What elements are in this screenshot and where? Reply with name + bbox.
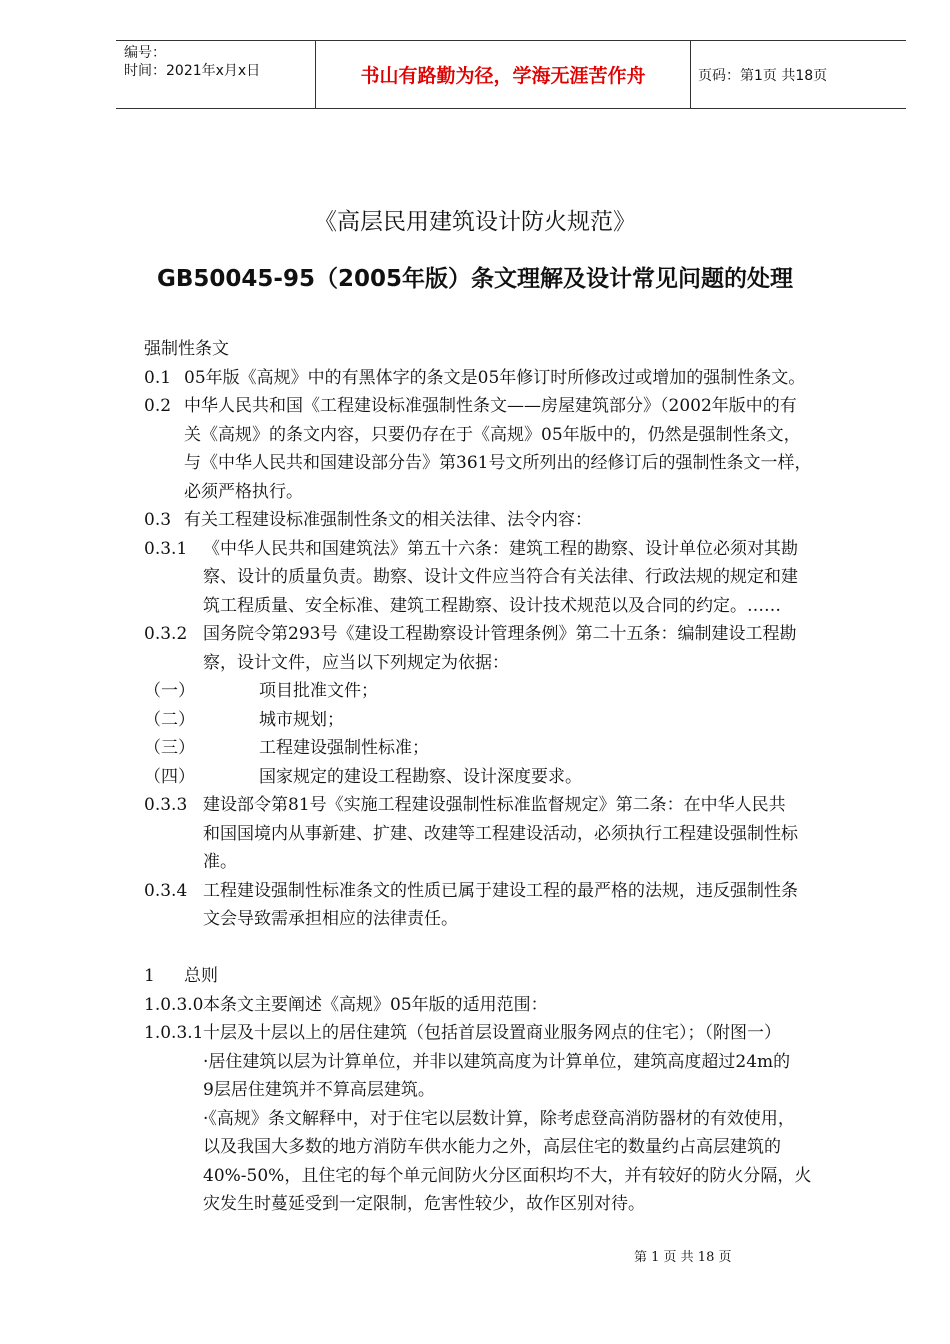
clause bbox=[0, 506, 950, 535]
clause-text: 与《中华人民共和国建设部分告》第361号文所列出的经修订后的强制性条文一样， bbox=[184, 453, 812, 473]
header-motto: 书山有路勤为径，学海无涯苦作舟 bbox=[316, 41, 691, 108]
clause bbox=[0, 620, 950, 649]
document-time-label: 时间：2021年x月x日 bbox=[124, 63, 261, 79]
clause-text: 察，设计文件，应当以下列规定为依据： bbox=[203, 652, 509, 673]
clause-text: 9层居住建筑并不算高层建筑。 bbox=[203, 1080, 435, 1100]
section-heading: 强制性条文 bbox=[144, 339, 229, 359]
list-item-text: 项目批准文件； bbox=[259, 681, 378, 701]
clause-number: 0.3.4 bbox=[144, 880, 188, 901]
clause-text: ·《高规》条文解释中，对于住宅以层数计算，除考虑登高消防器材的有效使用， bbox=[203, 1108, 795, 1129]
chapter-title: 总则 bbox=[184, 966, 218, 986]
clause bbox=[0, 791, 950, 820]
clause-text: 《中华人民共和国建筑法》第五十六条：建筑工程的勘察、设计单位必须对其勘 bbox=[203, 538, 798, 559]
clause-text: 05年版《高规》中的有黑体字的条文是05年修订时所修改过或增加的强制性条文。 bbox=[184, 367, 806, 388]
clause-text: 以及我国大多数的地方消防车供水能力之外，高层住宅的数量约占高层建筑的 bbox=[203, 1137, 781, 1157]
clause bbox=[0, 1019, 950, 1048]
clause-text: 和国国境内从事新建、扩建、改建等工程建设活动，必须执行工程建设强制性标 bbox=[203, 823, 798, 844]
clause-text: 关《高规》的条文内容，只要仍存在于《高规》05年版中的，仍然是强制性条文， bbox=[184, 424, 801, 445]
list-item bbox=[0, 734, 950, 763]
document-title: 《高层民用建筑设计防火规范》 bbox=[314, 209, 636, 235]
clause bbox=[0, 392, 950, 421]
list-item bbox=[0, 706, 950, 735]
clause-text: 本条文主要阐述《高规》05年版的适用范围： bbox=[203, 994, 548, 1015]
page-footer: 第 1 页 共 18 页 bbox=[634, 1250, 732, 1265]
list-item bbox=[0, 763, 950, 792]
clause-text: 准。 bbox=[203, 852, 237, 872]
page-header bbox=[116, 40, 906, 109]
list-item-number: （一） bbox=[144, 681, 195, 701]
clause-number: 1.0.3.0 bbox=[144, 994, 204, 1015]
header-page-number: 页码：第1页 共18页 bbox=[698, 67, 828, 84]
clause-text: 工程建设强制性标准条文的性质已属于建设工程的最严格的法规，违反强制性条 bbox=[203, 880, 798, 901]
clause bbox=[0, 364, 950, 393]
document-subtitle: GB50045-95（2005年版）条文理解及设计常见问题的处理 bbox=[157, 266, 793, 292]
clause-text: 国务院令第293号《建设工程勘察设计管理条例》第二十五条：编制建设工程勘 bbox=[203, 624, 797, 644]
clause-number: 0.3.1 bbox=[144, 538, 188, 559]
list-item-number: （二） bbox=[144, 709, 195, 730]
clause-text: 文会导致需承担相应的法律责任。 bbox=[203, 909, 458, 929]
document-body bbox=[0, 335, 950, 1219]
clause-number: 0.1 bbox=[144, 367, 172, 388]
list-item-number: （四） bbox=[144, 766, 195, 787]
clause-text: ·居住建筑以层为计算单位，并非以建筑高度为计算单位，建筑高度超过24m的 bbox=[203, 1051, 791, 1072]
clause-text: 十层及十层以上的居住建筑（包括首层设置商业服务网点的住宅）；（附图一） bbox=[203, 1023, 781, 1043]
clause-number: 0.2 bbox=[144, 396, 172, 416]
clause-text: 40%-50%，且住宅的每个单元间防火分区面积均不大，并有较好的防火分隔，火 bbox=[203, 1165, 812, 1186]
clause-text: 灾发生时蔓延受到一定限制，危害性较少，故作区别对待。 bbox=[203, 1194, 645, 1214]
list-item-text: 城市规划； bbox=[259, 709, 344, 730]
clause bbox=[0, 991, 950, 1020]
clause-text: 必须严格执行。 bbox=[184, 481, 303, 502]
list-item-text: 工程建设强制性标准； bbox=[259, 738, 429, 758]
clause-number: 1.0.3.1 bbox=[144, 1023, 204, 1043]
chapter-number: 1 bbox=[144, 966, 155, 986]
header-meta bbox=[116, 41, 316, 108]
clause-number: 0.3 bbox=[144, 510, 172, 530]
list-item bbox=[0, 677, 950, 706]
list-item-number: （三） bbox=[144, 738, 195, 758]
clause-text: 建设部令第81号《实施工程建设强制性标准监督规定》第二条：在中华人民共 bbox=[203, 795, 786, 815]
clause bbox=[0, 877, 950, 906]
clause-text: 筑工程质量、安全标准、建筑工程勘察、设计技术规范以及合同的约定。…… bbox=[203, 595, 781, 616]
clause-text: 有关工程建设标准强制性条文的相关法律、法令内容： bbox=[184, 510, 592, 530]
clause-text: 中华人民共和国《工程建设标准强制性条文——房屋建筑部分》（2002年版中的有 bbox=[184, 396, 797, 416]
clause-text: 察、设计的质量负责。勘察、设计文件应当符合有关法律、行政法规的规定和建 bbox=[203, 567, 798, 587]
clause-number: 0.3.3 bbox=[144, 795, 188, 815]
document-number-label: 编号： bbox=[124, 45, 166, 61]
clause bbox=[0, 535, 950, 564]
clause-number: 0.3.2 bbox=[144, 624, 188, 644]
chapter-heading bbox=[0, 962, 950, 991]
list-item-text: 国家规定的建设工程勘察、设计深度要求。 bbox=[259, 766, 582, 787]
